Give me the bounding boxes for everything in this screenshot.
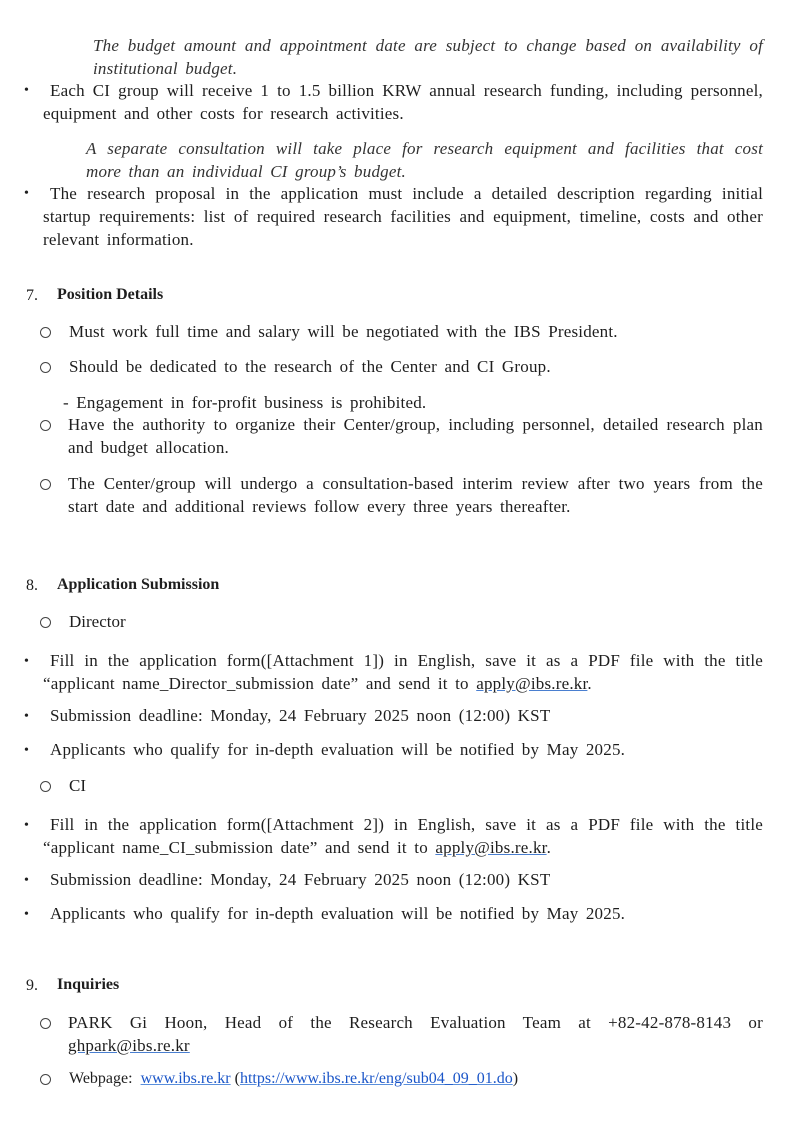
position-item: Should be dedicated to the research of the Center and CI Group.	[69, 357, 551, 376]
position-sub-note: - Engagement in for-profit business is prohibited.	[63, 393, 427, 412]
bullet-icon: •	[24, 873, 29, 888]
webpage-item	[69, 1067, 769, 1090]
circle-bullet-icon	[40, 362, 51, 373]
ci-email-link[interactable]: apply@ibs.re.kr	[435, 838, 547, 857]
bullet-icon: •	[24, 907, 29, 922]
director-email-link[interactable]: apply@ibs.re.kr	[476, 674, 588, 693]
circle-bullet-icon	[40, 327, 51, 338]
circle-bullet-icon	[40, 781, 51, 792]
bullet-icon: •	[24, 186, 29, 201]
position-item: The Center/group will undergo a consultation-based interim review after two years from the start date and additional reviews follow every three years thereafter.	[68, 474, 763, 516]
proposal-bullet: The research proposal in the application must include a detailed description regarding initial startup requirements: list of required research facilities and equipment, timeline, costs and other relevant information.	[43, 184, 763, 249]
contact-text: PARK Gi Hoon, Head of the Research Evaluation Team at +82-42-878-8143 or	[68, 1013, 763, 1032]
ci-deadline: Submission deadline: Monday, 24 February 2025 noon (12:00) KST	[50, 870, 551, 889]
director-label: Director	[69, 612, 126, 631]
section-title: Inquiries	[57, 976, 120, 993]
period: .	[587, 674, 592, 693]
bullet-icon: •	[24, 654, 29, 669]
section-number: 7.	[26, 287, 38, 304]
circle-bullet-icon	[40, 479, 51, 490]
director-fill-item	[43, 649, 763, 695]
section-title: Application Submission	[57, 576, 220, 593]
webpage-label: Webpage:	[69, 1070, 133, 1087]
bullet-icon: •	[24, 709, 29, 724]
budget-note: The budget amount and appointment date are subject to change based on availability of institutional budget.	[93, 36, 763, 78]
contact-item	[68, 1011, 763, 1057]
circle-bullet-icon	[40, 1074, 51, 1085]
webpage-url-link[interactable]: https://www.ibs.re.kr/eng/sub04_09_01.do	[239, 1070, 513, 1087]
equipment-note: A separate consultation will take place for research equipment and facilities that cost more than an individual CI group’s budget.	[86, 139, 763, 181]
circle-bullet-icon	[40, 1018, 51, 1029]
circle-bullet-icon	[40, 617, 51, 628]
ci-label: CI	[69, 776, 86, 795]
bullet-icon: •	[24, 83, 29, 98]
period: .	[546, 838, 552, 857]
ci-fill-item	[43, 813, 763, 859]
open-paren: (	[234, 1070, 240, 1087]
funding-bullet: Each CI group will receive 1 to 1.5 billion KRW annual research funding, including personnel, equipment and other costs for research activities.	[43, 81, 763, 123]
section-title: Position Details	[57, 286, 164, 303]
ci-notify: Applicants who qualify for in-depth evaluation will be notified by May 2025.	[50, 904, 626, 923]
section-number: 8.	[26, 577, 38, 594]
bullet-icon: •	[24, 818, 29, 833]
bullet-icon: •	[24, 743, 29, 758]
ci-fill-text: Fill in the application form([Attachment 2]) in English, save it as a PDF file with the title “applicant name_CI_submission date” and send it to	[43, 815, 763, 857]
section-number: 9.	[26, 977, 38, 994]
close-paren: )	[512, 1070, 519, 1087]
contact-email-link[interactable]: ghpark@ibs.re.kr	[68, 1036, 190, 1055]
circle-bullet-icon	[40, 420, 51, 431]
position-item: Have the authority to organize their Center/group, including personnel, detailed research plan and budget allocation.	[68, 415, 763, 457]
position-item: Must work full time and salary will be negotiated with the IBS President.	[69, 322, 618, 341]
webpage-link[interactable]: www.ibs.re.kr	[140, 1070, 231, 1087]
director-fill-text: Fill in the application form([Attachment 1]) in English, save it as a PDF file with the title “applicant name_Director_submission date” and send it to	[43, 651, 763, 693]
director-notify: Applicants who qualify for in-depth evaluation will be notified by May 2025.	[50, 740, 626, 759]
director-deadline: Submission deadline: Monday, 24 February 2025 noon (12:00) KST	[50, 706, 551, 725]
